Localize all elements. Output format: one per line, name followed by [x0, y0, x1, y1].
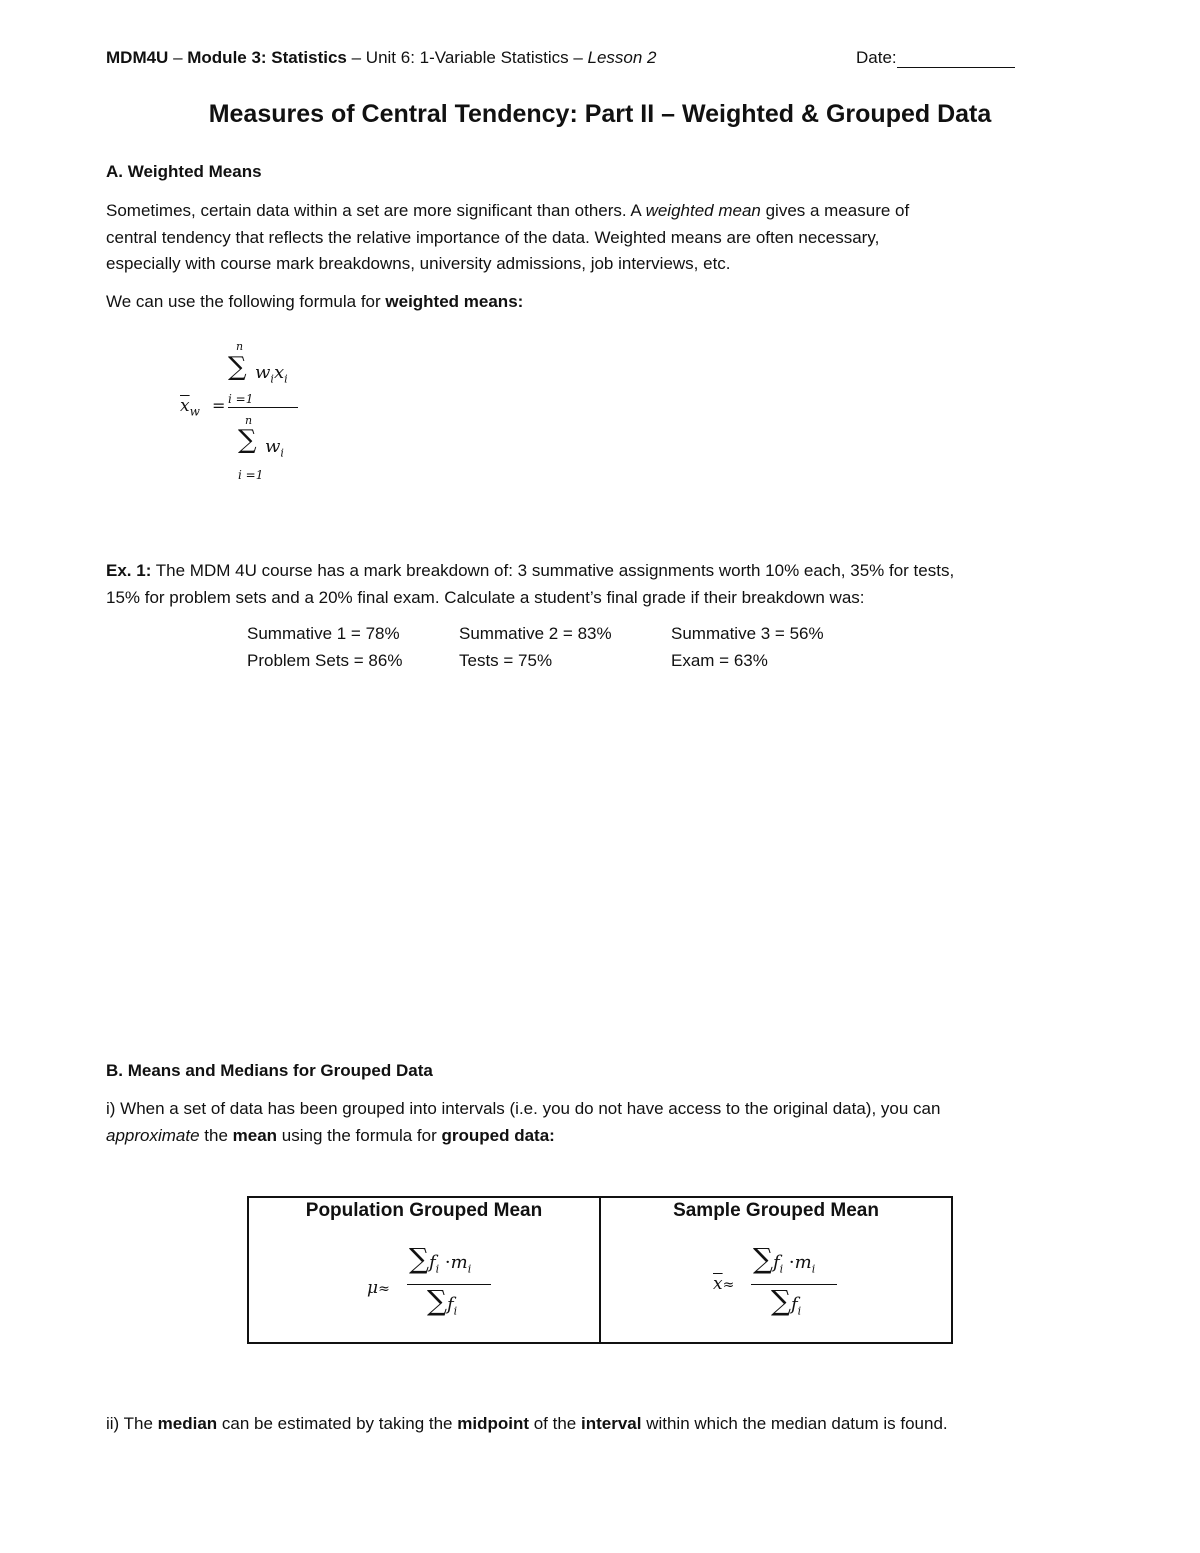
section-b-heading: B. Means and Medians for Grouped Data	[106, 1061, 433, 1080]
f-symbol: f	[791, 1294, 798, 1315]
m-subscript: i	[811, 1262, 816, 1276]
median-paragraph	[106, 1411, 948, 1438]
weighted-mean-term: weighted mean	[645, 201, 761, 220]
mean-term: mean	[232, 1125, 278, 1145]
numerator-sigma-icon: ∑	[228, 352, 247, 382]
paragraph-line	[106, 558, 954, 585]
denominator	[771, 1284, 801, 1318]
text-run: We can use the following formula for	[106, 292, 386, 311]
text-run: of the	[529, 1414, 581, 1433]
equals-sign: =	[212, 396, 226, 415]
text-run: the	[199, 1125, 233, 1145]
module-name: Module 3: Statistics	[187, 48, 347, 67]
x-bar: $\overline{x}$	[180, 396, 190, 416]
grid-cell: Summative 1 = 78%	[247, 624, 400, 643]
value-symbol: x	[273, 362, 285, 383]
value-subscript: i	[284, 372, 288, 386]
approx-sign: ≈	[722, 1277, 735, 1293]
sigma-icon: ∑	[427, 1284, 447, 1317]
f-subscript: i	[453, 1304, 458, 1318]
paragraph-line: 15% for problem sets and a 20% final exam. Calculate a student’s final grade if their breakdown was:	[106, 587, 865, 607]
grid-cell: Summative 3 = 56%	[671, 624, 824, 643]
numerator-lower-limit: i =1	[228, 392, 254, 406]
midpoint-term: midpoint	[457, 1414, 529, 1433]
text-run: gives a measure of	[760, 201, 910, 220]
sample-grouped-mean-cell	[600, 1197, 952, 1343]
lhs-subscript: w	[189, 404, 200, 419]
text-run: Sometimes, certain data within a set are more significant than others. A	[106, 201, 646, 220]
sigma-icon: ∑	[771, 1284, 791, 1317]
sigma-icon: ∑	[409, 1242, 429, 1275]
m-symbol: m	[794, 1252, 812, 1273]
section-a-paragraph	[106, 198, 909, 278]
example-label: Ex. 1:	[106, 561, 152, 580]
fraction-bar	[228, 407, 298, 408]
interval-term: interval	[580, 1414, 642, 1433]
denominator	[427, 1284, 457, 1318]
denominator-upper-limit: n	[245, 414, 253, 427]
weight-symbol: w	[255, 362, 271, 383]
f-subscript: i	[435, 1262, 440, 1276]
paragraph-line: especially with course mark breakdowns, university admissions, job interviews, etc.	[106, 254, 731, 273]
weight-symbol: w	[265, 436, 281, 457]
column-heading: Population Grouped Mean	[305, 1200, 543, 1221]
numerator-term	[255, 362, 288, 386]
denominator-term	[265, 436, 284, 460]
section-a-heading: A. Weighted Means	[106, 162, 262, 181]
approximate-term: approximate	[106, 1125, 200, 1145]
text-run: within which the median datum is found.	[641, 1414, 948, 1433]
weight-subscript: i	[270, 372, 274, 386]
text-run: The MDM 4U course has a mark breakdown of: 3 summative assignments worth 10% each, 35% for tests,	[151, 561, 955, 580]
unit-name: – Unit 6: 1-Variable Statistics –	[346, 48, 588, 67]
f-symbol: f	[429, 1252, 436, 1273]
f-symbol: f	[447, 1294, 454, 1315]
f-subscript: i	[779, 1262, 784, 1276]
f-subscript: i	[797, 1304, 802, 1318]
mu-symbol	[367, 1278, 390, 1298]
weight-subscript: i	[280, 446, 284, 460]
document-header	[106, 48, 657, 68]
paragraph-line: i) When a set of data has been grouped into intervals (i.e. you do not have access to the original data), you can	[106, 1099, 941, 1118]
formula-intro	[106, 289, 523, 316]
mu-text: μ	[367, 1278, 379, 1298]
paragraph-line	[106, 1123, 940, 1150]
numerator	[753, 1242, 815, 1276]
text-run: can be estimated by taking the	[217, 1414, 458, 1433]
m-subscript: i	[467, 1262, 472, 1276]
paragraph-line	[106, 198, 909, 225]
grouped-mean-table	[247, 1196, 953, 1344]
numerator-upper-limit: n	[236, 340, 244, 353]
formula-lhs	[180, 396, 200, 418]
date-blank-line	[897, 51, 1015, 68]
example-1	[106, 558, 954, 611]
sigma-icon: ∑	[753, 1242, 773, 1275]
date-field	[856, 48, 1015, 68]
column-heading: Sample Grouped Mean	[673, 1200, 879, 1221]
dot-operator: ·	[783, 1252, 795, 1273]
weighted-means-term: weighted means:	[385, 292, 524, 311]
approx-sign: ≈	[378, 1281, 390, 1297]
text-run: using the formula for	[277, 1125, 442, 1145]
text-run: ii) The	[106, 1414, 158, 1433]
course-code: MDM4U	[106, 48, 169, 67]
date-label: Date:	[856, 48, 897, 67]
x-bar-text: $\overline{x}$	[713, 1274, 723, 1294]
median-term: median	[157, 1414, 218, 1433]
paragraph-line: central tendency that reflects the relative importance of the data. Weighted means are often necessary,	[106, 227, 880, 247]
grouped-data-term: grouped data:	[441, 1125, 555, 1145]
m-symbol: m	[450, 1252, 468, 1273]
f-symbol: f	[773, 1252, 780, 1273]
grid-cell: Problem Sets = 86%	[247, 651, 403, 670]
grid-cell: Tests = 75%	[459, 651, 553, 670]
grid-cell: Exam = 63%	[671, 651, 768, 670]
denominator-sigma-icon: ∑	[238, 425, 257, 455]
header-dash: –	[168, 48, 188, 67]
page-title: Measures of Central Tendency: Part II – Weighted & Grouped Data	[208, 100, 992, 128]
population-grouped-mean-cell	[248, 1197, 600, 1343]
numerator	[409, 1242, 471, 1276]
grid-cell: Summative 2 = 83%	[459, 624, 612, 643]
lesson-name: Lesson 2	[587, 48, 657, 67]
denominator-lower-limit: i =1	[238, 468, 264, 482]
dot-operator: ·	[439, 1252, 451, 1273]
section-b-paragraph	[106, 1096, 940, 1149]
x-bar-symbol	[713, 1274, 734, 1294]
